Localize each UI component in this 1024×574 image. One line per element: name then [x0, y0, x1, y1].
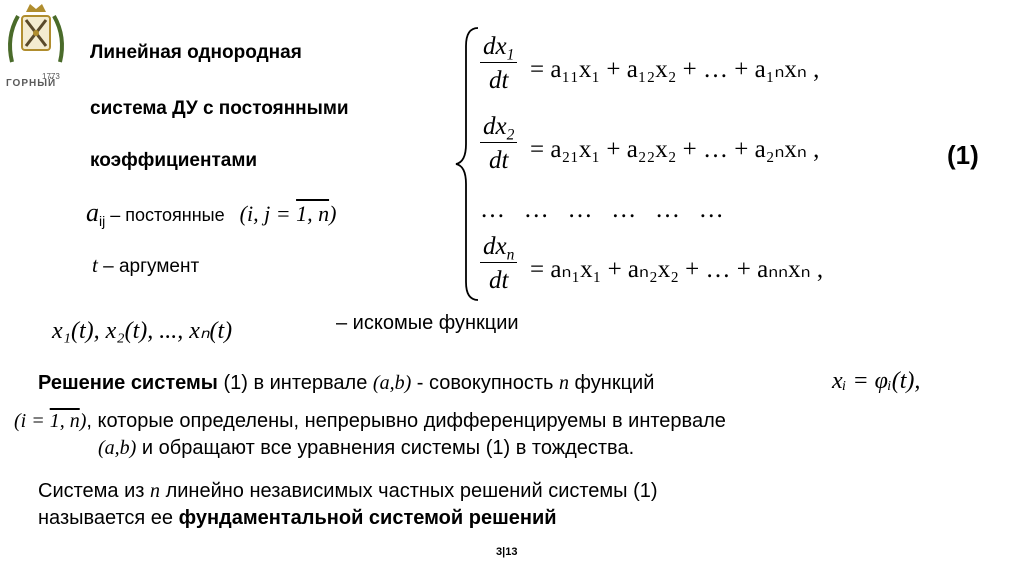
heading-line-1: Линейная однородная: [90, 42, 302, 63]
fundamental-line-1: Система из n линейно независимых частных решений системы (1): [38, 480, 658, 502]
solution-line-1: Решение системы (1) в интервале (a,b) - совокупность n функций: [38, 372, 655, 394]
equation-number: (1): [947, 140, 979, 170]
heading-line-2: система ДУ с постоянными: [90, 98, 349, 119]
solution-bold: Решение системы: [38, 372, 218, 394]
eq-1-fraction: $dx_1$ dt: [480, 34, 517, 93]
logo-emblem-icon: [2, 2, 70, 74]
unknowns-text: – искомые функции: [336, 312, 519, 334]
eq-dots-row: … … … … … …: [480, 196, 724, 223]
solution-formula: xᵢ = φᵢ(t),: [832, 368, 921, 394]
argument-text: – аргумент: [97, 256, 200, 277]
unknowns-formula: x₁(t), x₂(t), ..., xₙ(t): [52, 318, 233, 344]
logo-text: ГОРНЫЙ: [6, 78, 57, 89]
coef-subscript: ij: [99, 212, 106, 229]
coef-text: – постоянные: [105, 205, 225, 225]
solution-line-3: (a,b) и обращают все уравнения системы (1) в тождества.: [98, 437, 635, 459]
fundamental-line-2: называется ее фундаментальной системой решений: [38, 507, 557, 529]
eq-2-rhs: = a₂₁x₁ + a₂₂x₂ + … + a₂ₙxₙ ,: [530, 136, 820, 163]
coef-line: [86, 198, 336, 228]
logo-year: 1773: [42, 72, 60, 81]
eq-1-rhs: = a₁₁x₁ + a₁₂x₂ + … + a₁ₙxₙ ,: [530, 56, 820, 83]
page-number: 3|13: [496, 546, 518, 558]
logo: [2, 2, 70, 90]
system-brace-icon: [452, 26, 482, 302]
argument-line: [92, 253, 199, 278]
eq-n-rhs: = aₙ₁x₁ + aₙ₂x₂ + … + aₙₙxₙ ,: [530, 256, 824, 283]
coef-range: (i, j = 1, n): [239, 201, 337, 226]
solution-range: (i = 1, n): [14, 410, 87, 432]
heading-line-3: коэффициентами: [90, 150, 258, 171]
eq-n-fraction: $dx_n$ dt: [480, 234, 517, 293]
eq-2-fraction: $dx_2$ dt: [480, 114, 517, 173]
solution-line-2: (i = 1, n), которые определены, непрерывно дифференцируемы в интервале: [14, 410, 726, 432]
coef-symbol: a: [86, 198, 99, 227]
argument-symbol: t: [92, 253, 98, 277]
